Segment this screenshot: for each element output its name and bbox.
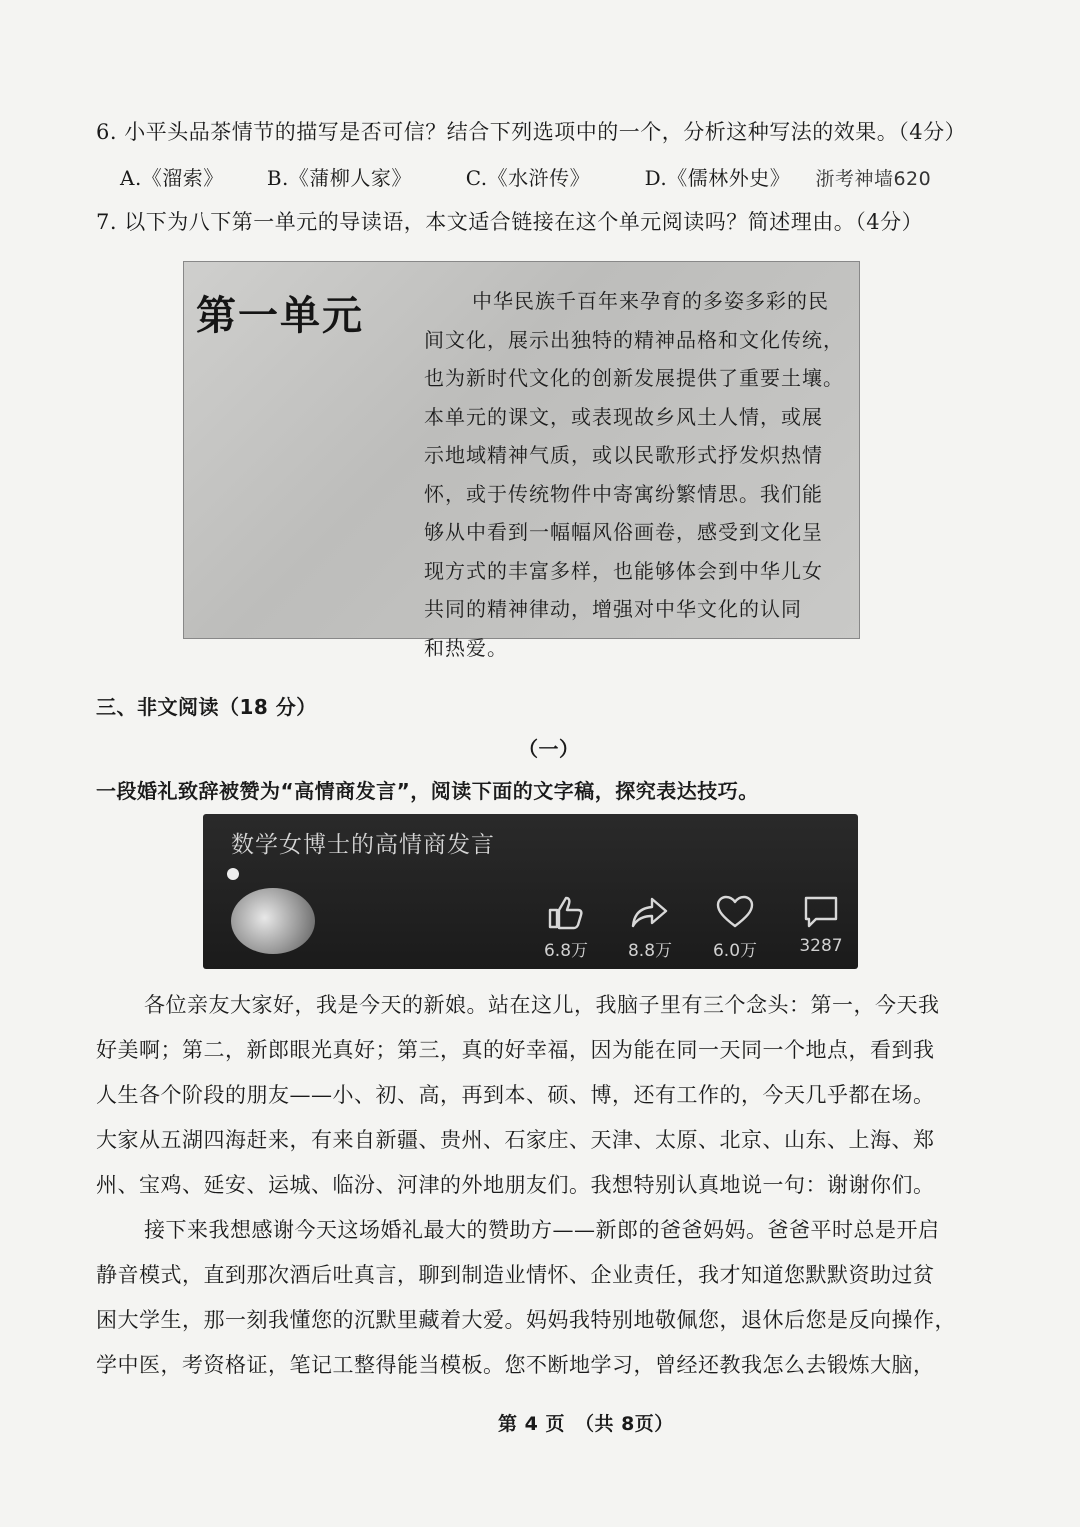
question-6: 6. 小平头品茶情节的描写是否可信？结合下列选项中的一个，分析这种写法的效果。（4分） — [96, 120, 967, 144]
unit-intro-image — [183, 261, 860, 660]
video-title: 数学女博士的高情商发言 — [231, 832, 495, 858]
paragraph-line: 好美啊；第二，新郎眼光真好；第三，真的好幸福，因为能在同一天同一个地点，看到我 — [96, 1038, 935, 1062]
subsection-heading: （一） — [518, 737, 580, 761]
paragraph-line: 接下来我想感谢今天这场婚礼最大的赞助方——新郎的爸爸妈妈。爸爸平时总是开启 — [144, 1218, 940, 1242]
paragraph-line: 州、宝鸡、延安、运城、临汾、河津的外地朋友们。我想特别认真地说一句：谢谢你们。 — [96, 1173, 935, 1197]
comment-stat — [786, 894, 856, 956]
source-watermark: 浙考神墙620 — [815, 168, 932, 190]
paragraph-line: 静音模式，直到那次酒后吐真言，聊到制造业情怀、企业责任，我才知道您默默资助过贫 — [96, 1263, 935, 1287]
unit-line: 和热爱。 — [424, 635, 508, 660]
comment-icon — [801, 894, 841, 930]
paragraph-line: 大家从五湖四海赶来，有来自新疆、贵州、石家庄、天津、太原、北京、山东、上海、郑 — [96, 1128, 935, 1152]
option-a: A.《溜索》 — [120, 166, 224, 190]
unit-line: 示地域精神气质，或以民歌形式抒发炽热情 — [424, 443, 823, 467]
question-7: 7. 以下为八下第一单元的导读语，本文适合链接在这个单元阅读吗？简述理由。（4分） — [96, 210, 924, 234]
heart-icon — [715, 894, 755, 930]
unit-line: 间文化，展示出独特的精神品格和文化传统， — [424, 327, 844, 352]
paragraph-line: 困大学生，那一刻我懂您的沉默里藏着大爱。妈妈我特别地敬佩您，退休后您是反向操作， — [96, 1308, 956, 1332]
option-b: B.《蒲柳人家》 — [266, 166, 412, 190]
page-footer: 第 4 页 （共 8页） — [498, 1413, 674, 1435]
share-icon — [630, 894, 670, 930]
comment-count: 3287 — [799, 936, 843, 956]
like-count: 6.8万 — [543, 941, 589, 961]
like-stat — [531, 894, 601, 961]
paragraph-line: 各位亲友大家好，我是今天的新娘。站在这儿，我脑子里有三个念头：第一，今天我 — [144, 993, 940, 1017]
share-stat — [615, 894, 685, 961]
speech-paragraph-1 — [96, 983, 986, 1208]
dot-icon — [227, 868, 239, 880]
option-d: D.《儒林外史》 — [644, 166, 791, 190]
favorite-count: 6.0万 — [712, 941, 758, 961]
paragraph-line: 学中医，考资格证，笔记工整得能当模板。您不断地学习，曾经还教我怎么去锻炼大脑， — [96, 1353, 935, 1377]
unit-line: 共同的精神律动，增强对中华文化的认同 — [424, 597, 802, 621]
paragraph-line: 人生各个阶段的朋友——小、初、高，再到本、硕、博，还有工作的，今天几乎都在场。 — [96, 1083, 935, 1107]
favorite-stat — [700, 894, 770, 961]
unit-line: 中华民族千百年来孕育的多姿多彩的民 — [472, 289, 829, 313]
unit-line: 也为新时代文化的创新发展提供了重要土壤。 — [424, 366, 844, 390]
option-c: C.《水浒传》 — [465, 166, 591, 190]
unit-line: 本单元的课文，或表现故乡风土人情，或展 — [424, 404, 823, 429]
unit-line: 怀，或于传统物件中寄寓纷繁情思。我们能 — [424, 481, 823, 506]
unit-intro-text — [424, 282, 844, 667]
video-card — [203, 814, 858, 969]
question-6-options — [120, 162, 931, 191]
unit-line: 现方式的丰富多样，也能够体会到中华儿女 — [424, 558, 823, 583]
reading-intro: 一段婚礼致辞被赞为“高情商发言”，阅读下面的文字稿，探究表达技巧。 — [96, 779, 759, 803]
thumbs-up-icon — [546, 894, 586, 930]
unit-line: 够从中看到一幅幅风俗画卷，感受到文化呈 — [424, 520, 823, 544]
share-count: 8.8万 — [627, 941, 673, 961]
speech-paragraph-2 — [96, 1208, 986, 1388]
section-heading: 三、非文阅读（18 分） — [96, 695, 317, 719]
unit-title: 第一单元 — [196, 293, 364, 339]
avatar — [231, 888, 315, 954]
